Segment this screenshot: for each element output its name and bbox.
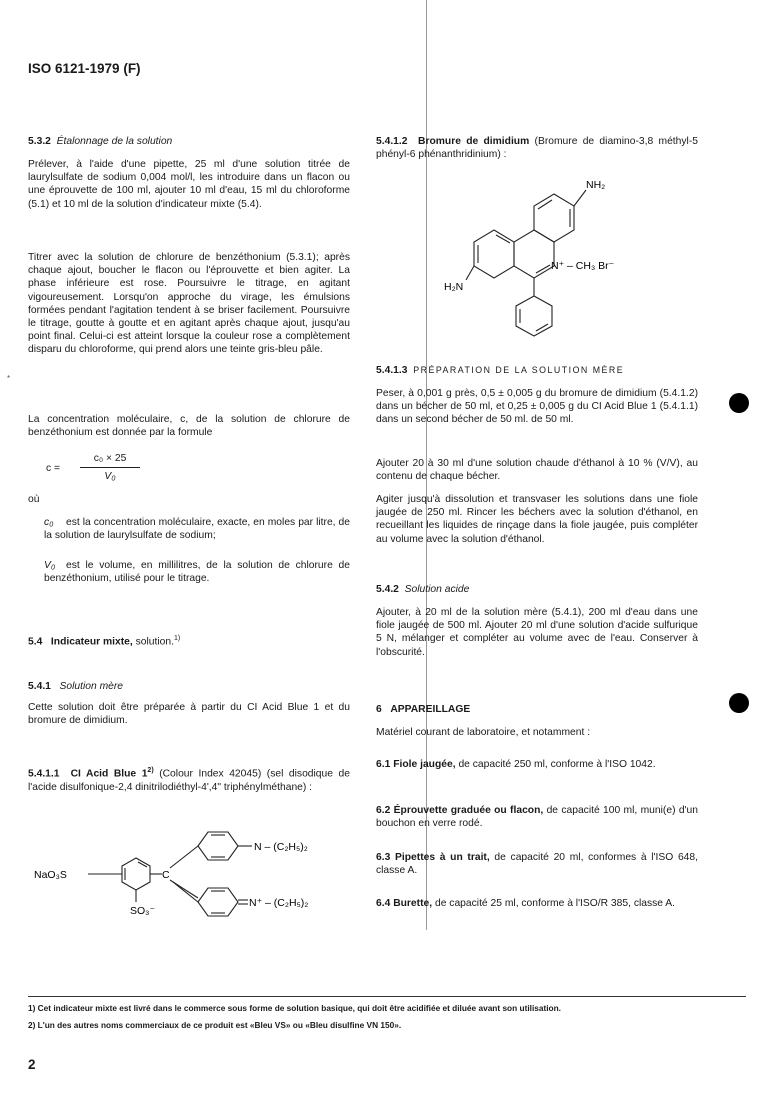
section-5-4-1-2: 5.4.1.2 Bromure de dimidium (Bromure de diamino-3,8 méthyl-5 phényl-6 phénanthridinium) :: [376, 136, 698, 161]
section-5-3-2-heading: 5.3.2 Étalonnage de la solution: [28, 136, 173, 147]
section-5-4-1-3-heading: 5.4.1.3 PRÉPARATION DE LA SOLUTION MÈRE: [376, 365, 625, 376]
ring-phenyl: [516, 296, 552, 336]
paragraph-agiter: Agiter jusqu'à dissolution et transvaser les solutions dans une fiole jaugée de 250 ml. Rincer les béchers avec la solution d'éthanol, en recueillant les liquides de rinçage dans la fiole jaugée, puis compléter au volume avec la solution d'éthanol.: [376, 494, 698, 545]
definition-v0: V₀ est le volume, en millilitres, de la solution de chlorure de benzéthonium, utilisé pour le titrage.: [44, 560, 350, 585]
page-number: 2: [28, 1057, 36, 1072]
formula-denominator: V₀: [104, 471, 116, 482]
punch-hole-bottom: [729, 693, 749, 713]
paragraph-solution-acide: Ajouter, à 20 ml de la solution mère (5.4.1), 200 ml d'eau dans une fiole jaugée de 500 ml. Ajouter 20 ml d'une solution d'acide sulfurique 5 N, mélanger et compléter au volume avec de l'eau. Conserver à l'obscurité.: [376, 607, 698, 658]
paragraph-titration: Titrer avec la solution de chlorure de benzéthonium (5.3.1); après chaque ajout, boucher le flacon ou l'éprouvette et bien agiter. La phase inférieure est rose. Poursuivre le titrage, en agitant vigoureusement. Lorsqu'on approche du virage, les émulsions formées pendant l'agitation tendent à se briser facilement. Poursuivre le titrage, goutte à goutte et en agitant après chaque ajout, jusqu'au point final. Celui-ci est atteint lorsque la couleur rose a complètement disparu du chloroforme, qui prend alors une teinte gris-bleu pâle.: [28, 252, 350, 356]
punch-hole-top: [729, 393, 749, 413]
ou-label: où: [28, 494, 40, 505]
paragraph-materiel: Matériel courant de laboratoire, et notamment :: [376, 727, 591, 738]
section-5-4-1-heading: 5.4.1 Solution mère: [28, 681, 124, 692]
footnote-2: 2) L'un des autres noms commerciaux de ce produit est «Bleu VS» ou «Bleu disulfine VN 150».: [28, 1020, 402, 1030]
paragraph-peser: Peser, à 0,001 g près, 0,5 ± 0,005 g du bromure de dimidium (5.4.1.2) dans un bécher de 50 ml, et 0,25 ± 0,005 g du CI Acid Blue 1 (5.4.1.1) dans un second bécher de 50 ml. de 50 ml.: [376, 388, 698, 426]
ring-left: [474, 230, 514, 278]
item-6-4: 6.4 Burette, de capacité 25 ml, conforme à l'ISO/R 385, classe A.: [376, 898, 676, 909]
chem-carbon: C: [162, 869, 170, 881]
paragraph-ajouter-ethanol: Ajouter 20 à 30 ml d'une solution chaude d'éthanol à 10 % (V/V), au contenu de chaque bécher.: [376, 458, 698, 483]
chem-nh2-top: NH₂: [586, 179, 606, 191]
margin-mark: *: [7, 374, 11, 383]
footnote-rule: [28, 996, 746, 997]
section-6-heading: 6 APPAREILLAGE: [376, 704, 471, 715]
section-5-4-heading: 5.4 Indicateur mixte, solution.$^{1)}$: [28, 635, 181, 648]
ring-top: [534, 194, 574, 242]
item-6-2: 6.2 Éprouvette graduée ou flacon, de capacité 100 ml, muni(e) d'un bouchon en verre rodé.: [376, 805, 698, 830]
chem-h2n: H₂N: [444, 281, 464, 293]
standard-header: ISO 6121-1979 (F): [28, 61, 141, 76]
paragraph-pipette: Prélever, à l'aide d'une pipette, 25 ml d'une solution titrée de laurylsulfate de sodium 0,004 mol/l, les introduire dans un flacon ou une éprouvette de 100 ml, ajouter 10 ml d'eau, 15 ml du chloroforme (5.1) et 10 ml de la solution d'indicateur mixte (5.4).: [28, 159, 350, 210]
formula: [46, 452, 166, 488]
dimidium-structure: [436, 172, 636, 342]
chem-n-diethyl: N – (C₂H₅)₂: [254, 841, 308, 853]
formula-numerator: c₀ × 25: [93, 453, 127, 464]
acid-blue-structure: [30, 818, 350, 928]
formula-lhs: c =: [46, 463, 61, 474]
footnote-1: 1) Cet indicateur mixte est livré dans le commerce sous forme de solution basique, qui doit être acidifiée et diluée avant son utilisation.: [28, 1003, 561, 1013]
quinoid-ring-bottom: [198, 888, 238, 916]
definition-c0: c₀ est la concentration moléculaire, exacte, en moles par litre, de la solution de laurylsulfate de sodium;: [44, 517, 350, 542]
chem-naso3: NaO₃S: [34, 869, 67, 881]
chem-so3: SO₃⁻: [130, 905, 155, 917]
benzene-ring-top: [198, 832, 238, 860]
chem-nplus-diethyl: N⁺ – (C₂H₅)₂: [249, 897, 309, 909]
paragraph-solution-mere: Cette solution doit être préparée à partir du CI Acid Blue 1 et du bromure de dimidium.: [28, 702, 350, 727]
section-5-4-2-heading: 5.4.2 Solution acide: [376, 584, 470, 595]
paragraph-concentration: La concentration moléculaire, c, de la solution de chlorure de benzéthonium est donnée par la formule: [28, 414, 350, 439]
item-6-3: 6.3 Pipettes à un trait, de capacité 20 ml, conformes à l'ISO 648, classe A.: [376, 852, 698, 877]
benzene-ring-left: [122, 858, 150, 890]
fraction-bar: [80, 467, 140, 468]
item-6-1: 6.1 Fiole jaugée, de capacité 250 ml, conforme à l'ISO 1042.: [376, 759, 656, 770]
section-5-4-1-1: 5.4.1.1 CI Acid Blue 1$^{2)}$ (Colour Index 42045) (sel disodique de l'acide disulfonique-2,4 dinitrilodiéthyl-4',4" triphénylméthane) :: [28, 767, 350, 793]
ring-middle: [514, 230, 554, 278]
chem-nplus-ch3: N⁺ – CH₃ Br⁻: [551, 260, 615, 272]
